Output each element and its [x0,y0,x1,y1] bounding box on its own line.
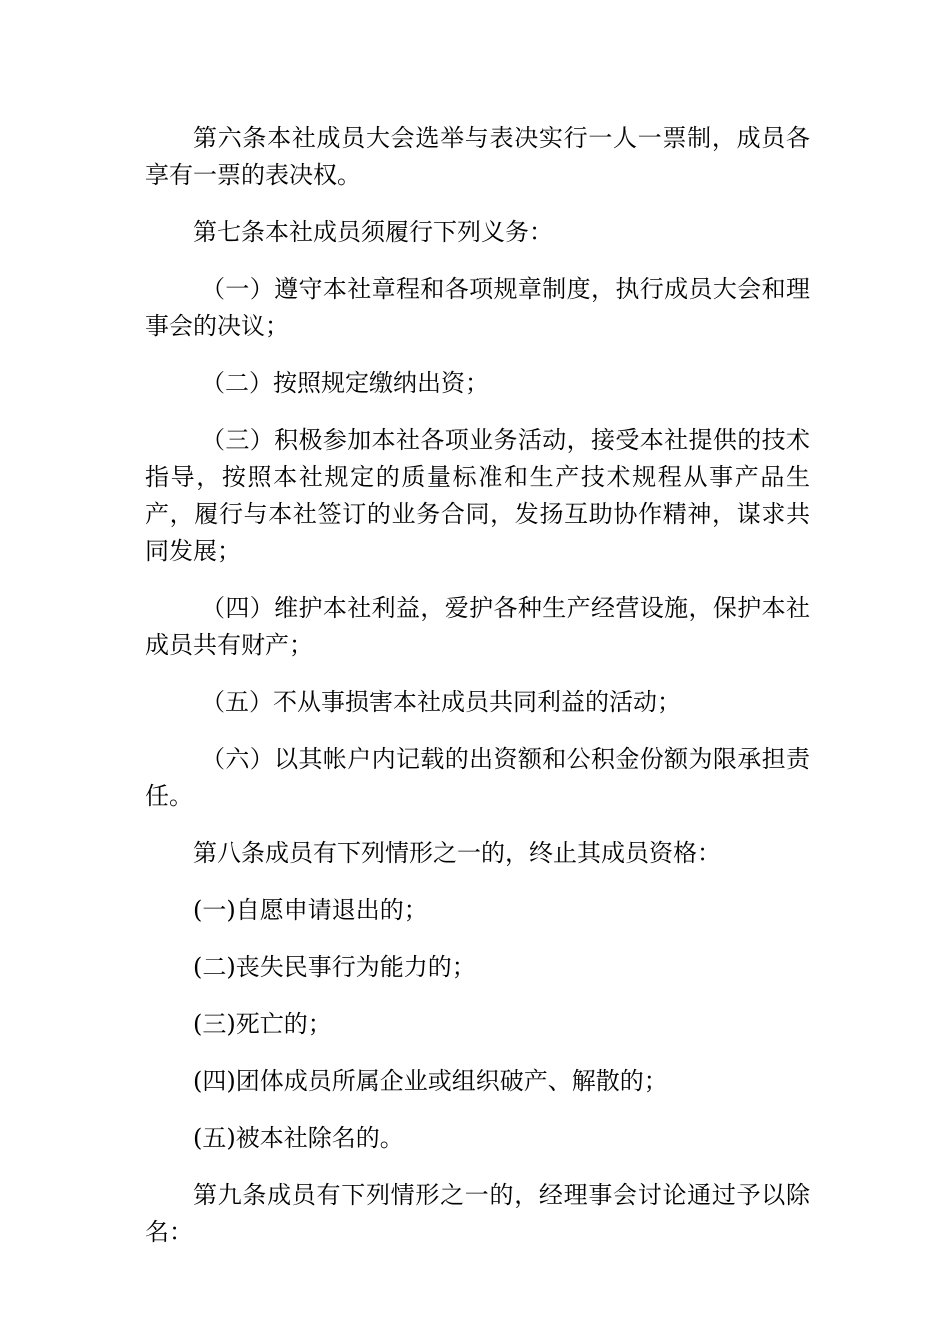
article-7-item-2: （二）按照规定缴纳出资； [201,369,489,397]
article-7-item-4: （四）维护本社利益，爱护各种生产经营设施，保护本社成员共有财产； [145,594,810,659]
article-7-item-5: （五）不从事损害本社成员共同利益的活动； [201,688,681,716]
article-8-item-1: (一)自愿申请退出的； [193,896,428,924]
article-7-item-6: （六）以其帐户内记载的出资额和公积金份额为限承担责任。 [145,745,810,810]
article-7-item-1: （一）遵守本社章程和各项规章制度，执行成员大会和理事会的决议； [145,275,810,340]
article-8-item-3: (三)死亡的； [193,1010,332,1038]
article-9-paragraph: 第九条成员有下列情形之一的，经理事会讨论通过予以除名： [145,1181,810,1246]
article-8-item-2: (二)丧失民事行为能力的； [193,953,476,981]
article-8-item-5: (五)被本社除名的。 [193,1124,404,1152]
article-8-paragraph: 第八条成员有下列情形之一的，终止其成员资格： [193,839,721,867]
article-7-paragraph: 第七条本社成员须履行下列义务： [193,218,553,246]
article-6-paragraph: 第六条本社成员大会选举与表决实行一人一票制，成员各享有一票的表决权。 [145,124,810,189]
document-body [145,120,810,1271]
article-7-item-3: （三）积极参加本社各项业务活动，接受本社提供的技术指导，按照本社规定的质量标准和生产技术规程从事产品生产，履行与本社签订的业务合同，发扬互助协作精神，谋求共同发展； [145,426,810,565]
article-8-item-4: (四)团体成员所属企业或组织破产、解散的； [193,1067,668,1095]
